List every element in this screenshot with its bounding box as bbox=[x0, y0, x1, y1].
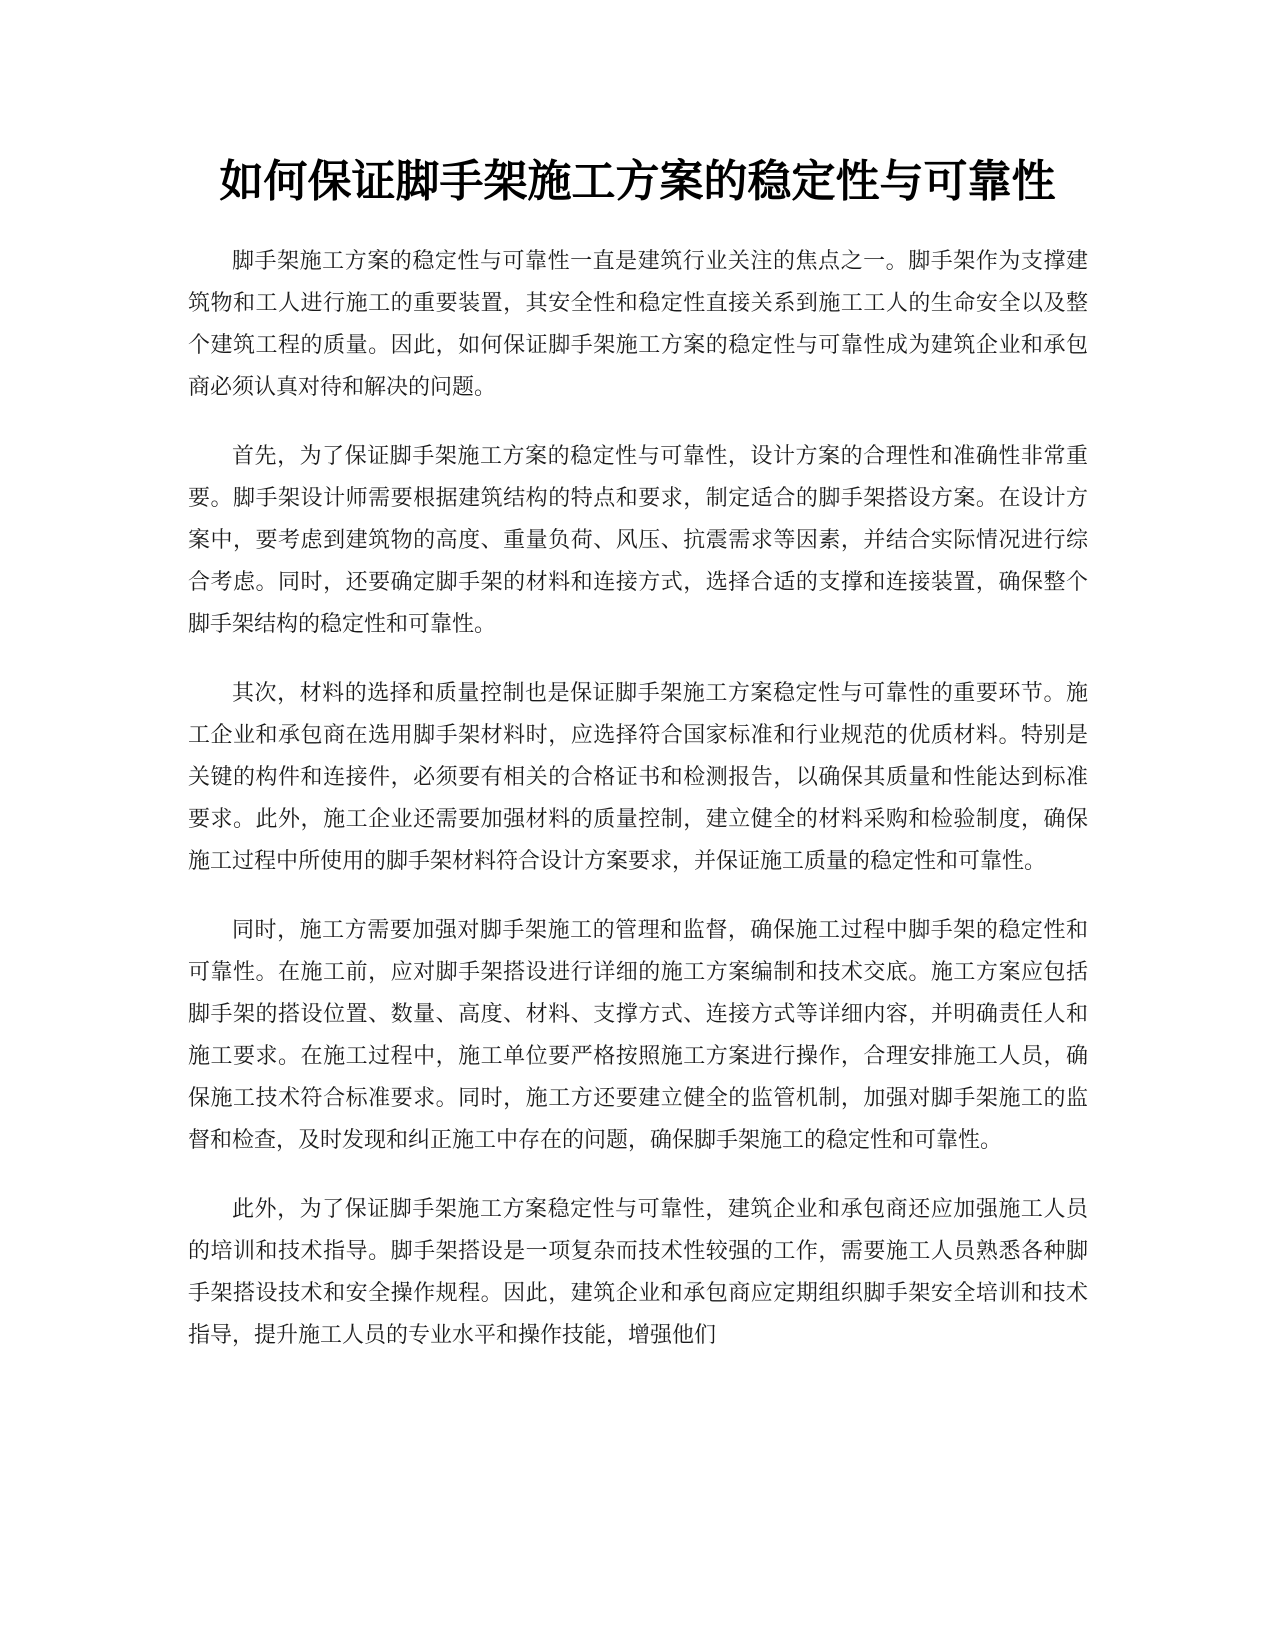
paragraph-5: 此外，为了保证脚手架施工方案稳定性与可靠性，建筑企业和承包商还应加强施工人员的培训和技术指导。脚手架搭设是一项复杂而技术性较强的工作，需要施工人员熟悉各种脚手架搭设技术和安全操作规程。因此，建筑企业和承包商应定期组织脚手架安全培训和技术指导，提升施工人员的专业水平和操作技能，增强他们 bbox=[188, 1197, 1088, 1348]
paragraph-1: 脚手架施工方案的稳定性与可靠性一直是建筑行业关注的焦点之一。脚手架作为支撑建筑物和工人进行施工的重要装置，其安全性和稳定性直接关系到施工工人的生命安全以及整个建筑工程的质量。因此，如何保证脚手架施工方案的稳定性与可靠性成为建筑企业和承包商必须认真对待和解决的问题。 bbox=[188, 249, 1088, 400]
paragraph-4: 同时，施工方需要加强对脚手架施工的管理和监督，确保施工过程中脚手架的稳定性和可靠性。在施工前，应对脚手架搭设进行详细的施工方案编制和技术交底。施工方案应包括脚手架的搭设位置、数量、高度、材料、支撑方式、连接方式等详细内容，并明确责任人和施工要求。在施工过程中，施工单位要严格按照施工方案进行操作，合理安排施工人员，确保施工技术符合标准要求。同时，施工方还要建立健全的监管机制，加强对脚手架施工的监督和检查，及时发现和纠正施工中存在的问题，确保脚手架施工的稳定性和可靠性。 bbox=[188, 918, 1088, 1153]
document-body bbox=[188, 241, 1088, 1384]
paragraph-3: 其次，材料的选择和质量控制也是保证脚手架施工方案稳定性与可靠性的重要环节。施工企业和承包商在选用脚手架材料时，应选择符合国家标准和行业规范的优质材料。特别是关键的构件和连接件，必须要有相关的合格证书和检测报告，以确保其质量和性能达到标准要求。此外，施工企业还需要加强材料的质量控制，建立健全的材料采购和检验制度，确保施工过程中所使用的脚手架材料符合设计方案要求，并保证施工质量的稳定性和可靠性。 bbox=[188, 681, 1088, 874]
paragraph-2: 首先，为了保证脚手架施工方案的稳定性与可靠性，设计方案的合理性和准确性非常重要。脚手架设计师需要根据建筑结构的特点和要求，制定适合的脚手架搭设方案。在设计方案中，要考虑到建筑物的高度、重量负荷、风压、抗震需求等因素，并结合实际情况进行综合考虑。同时，还要确定脚手架的材料和连接方式，选择合适的支撑和连接装置，确保整个脚手架结构的稳定性和可靠性。 bbox=[188, 444, 1088, 637]
document-title: 如何保证脚手架施工方案的稳定性与可靠性 bbox=[219, 156, 1056, 207]
